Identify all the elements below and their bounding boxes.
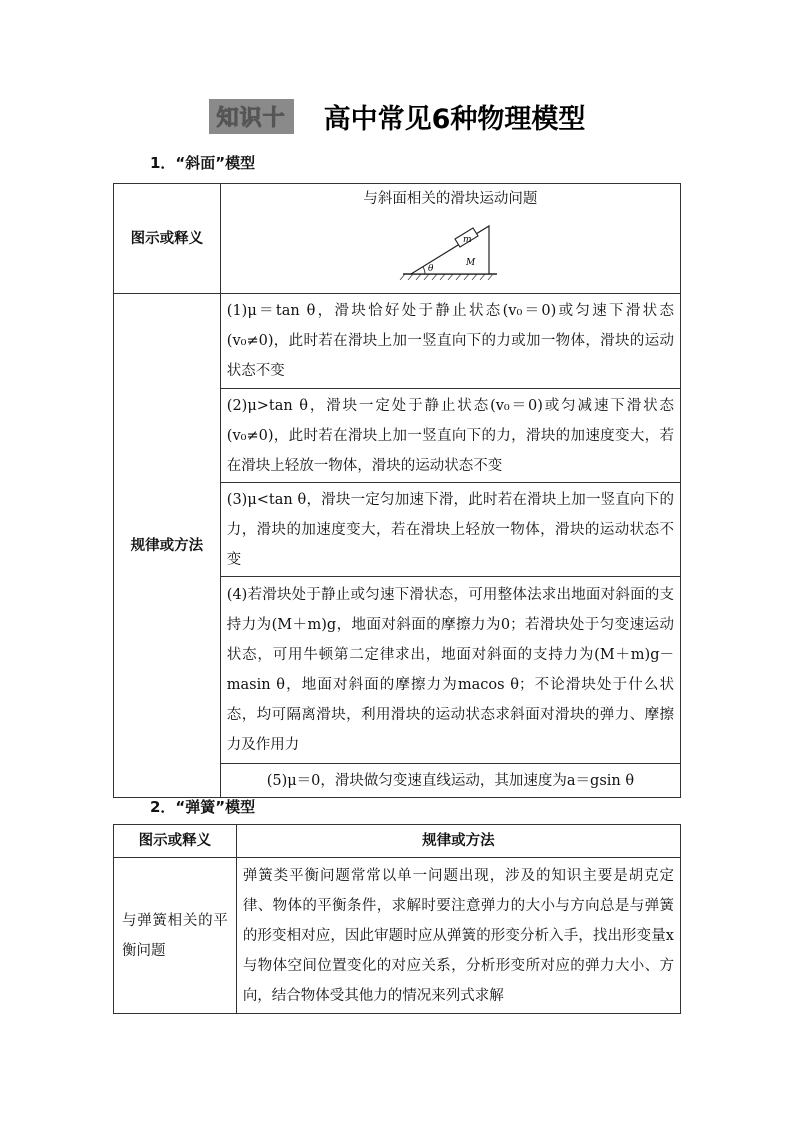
angle-label: θ xyxy=(428,264,434,274)
method-item-2: (2)μ>tan θ，滑块一定处于静止状态(v₀＝0)或匀减速下滑状态(v₀≠0)，此时若在滑块上加一竖直向下的力，滑块的加速度变大，若在滑块上轻放一物体，滑块的运动状态不变 xyxy=(220,389,680,483)
col-header-method: 规律或方法 xyxy=(236,825,680,858)
table-row xyxy=(114,858,681,1014)
small-block-label: m xyxy=(463,235,472,245)
page-title: 高中常见6种物理模型 xyxy=(323,103,586,135)
spring-row-label: 与弹簧相关的平衡问题 xyxy=(114,858,237,1014)
section1-heading: 1．“斜面”模型 xyxy=(150,154,256,172)
incline-model-table xyxy=(113,183,681,798)
section2-heading: 2．“弹簧”模型 xyxy=(150,798,256,816)
diagram-caption: 与斜面相关的滑块运动问题 xyxy=(363,191,538,207)
col-header-diagram: 图示或释义 xyxy=(114,825,237,858)
spring-model-table xyxy=(113,824,681,1014)
method-item-5: (5)μ＝0，滑块做匀变速直线运动，其加速度为a＝gsin θ xyxy=(220,764,680,798)
table-row xyxy=(114,825,681,858)
row-label-method: 规律或方法 xyxy=(114,294,221,798)
table-row xyxy=(114,294,681,389)
method-item-4: (4)若滑块处于静止或匀速下滑状态，可用整体法求出地面对斜面的支持力为(M＋m)g，地面对斜面的摩擦力为0；若滑块处于匀变速运动状态，可用牛顿第二定律求出，地面对斜面的支持力为(M＋m)g－masin θ，地面对斜面的摩擦力为macos θ；不论滑块处于什么状态，均可隔离滑块，利用滑块的运动状态求斜面对滑块的弹力、摩擦力及作用力 xyxy=(220,577,680,764)
diagram-cell xyxy=(220,184,680,294)
row-label-diagram: 图示或释义 xyxy=(114,184,221,294)
incline-diagram xyxy=(395,212,505,282)
spring-row-content: 弹簧类平衡问题常常以单一问题出现，涉及的知识主要是胡克定律、物体的平衡条件，求解时要注意弹力的大小与方向总是与弹簧的形变相对应，因此审题时应从弹簧的形变分析入手，找出形变量x与物体空间位置变化的对应关系，分析形变所对应的弹力大小、方向，结合物体受其他力的情况来列式求解 xyxy=(236,858,680,1014)
method-item-1: (1)μ＝tan θ，滑块恰好处于静止状态(v₀＝0)或匀速下滑状态(v₀≠0)，此时若在滑块上加一竖直向下的力或加一物体，滑块的运动状态不变 xyxy=(220,294,680,389)
method-item-3: (3)μ<tan θ，滑块一定匀加速下滑，此时若在滑块上加一竖直向下的力，滑块的加速度变大，若在滑块上轻放一物体，滑块的运动状态不变 xyxy=(220,483,680,577)
table-row xyxy=(114,184,681,294)
big-block-label: M xyxy=(466,258,476,268)
title-row xyxy=(0,96,794,136)
section-badge: 知识十 xyxy=(209,99,294,134)
